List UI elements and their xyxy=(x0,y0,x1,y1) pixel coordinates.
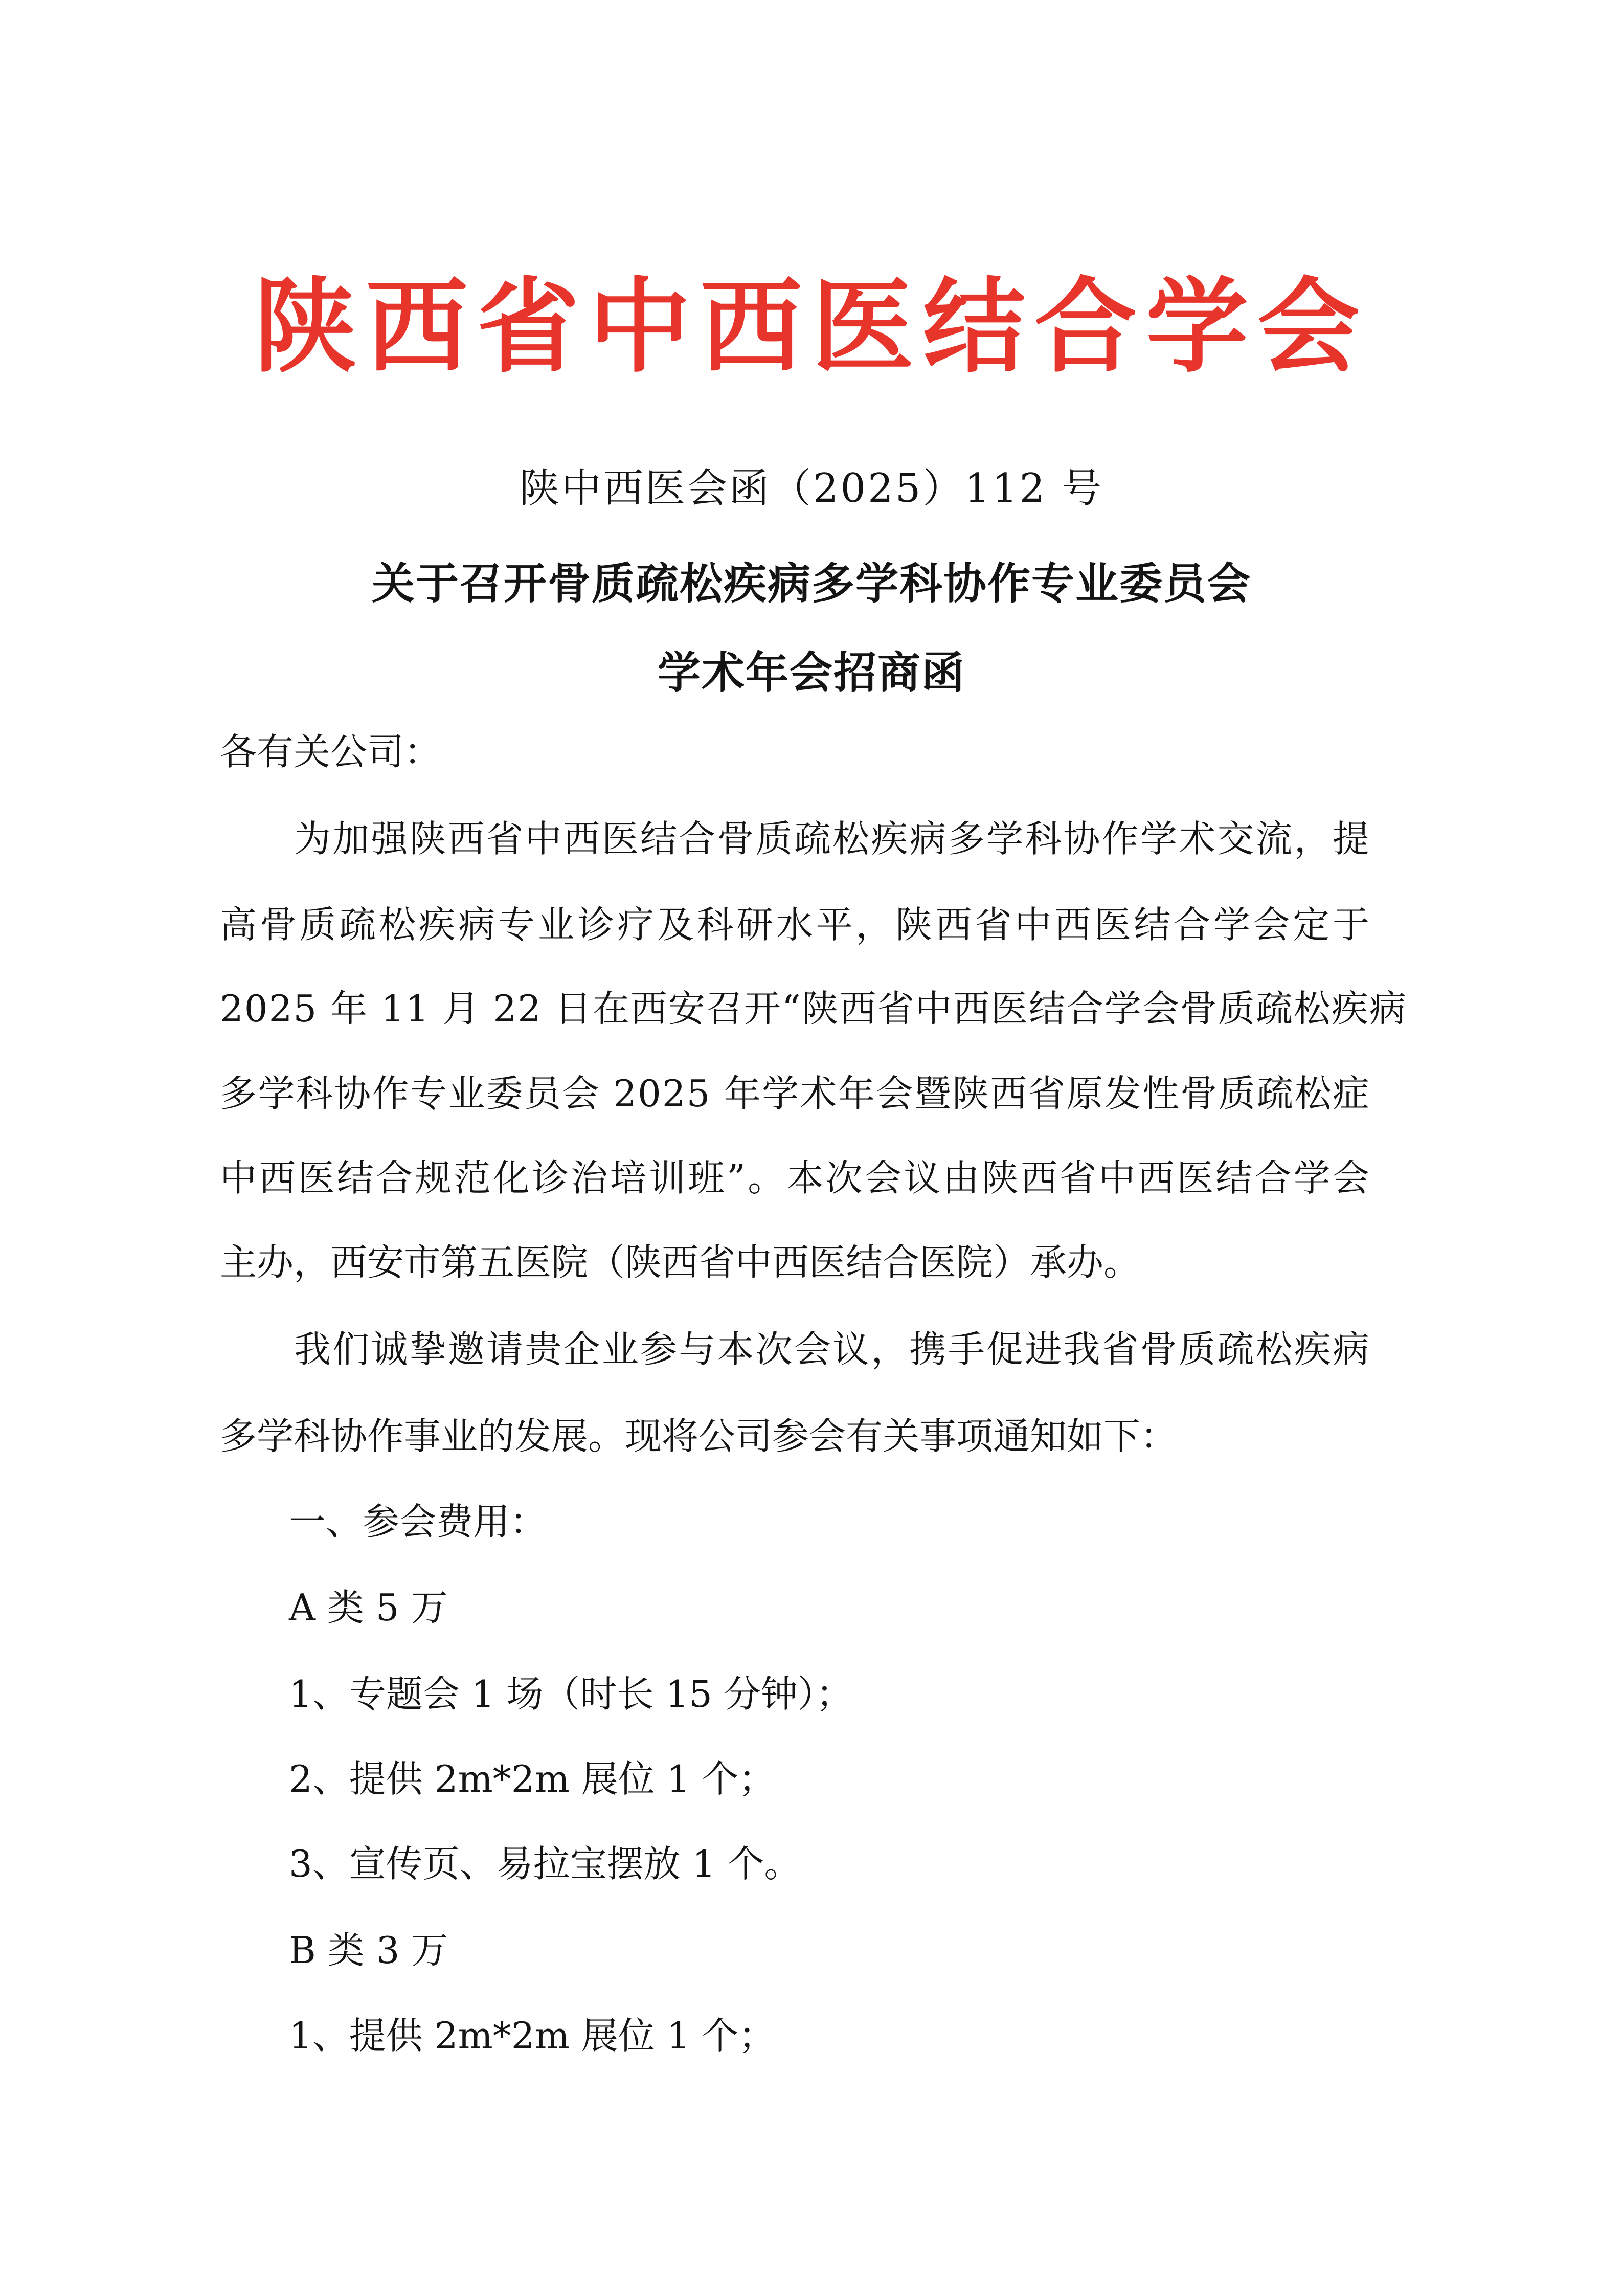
class-b-label: B 类 3 万 xyxy=(289,1929,448,1972)
class-a-item: 2、提供 2m*2m 展位 1 个； xyxy=(289,1757,776,1800)
paragraph-1-line: 为加强陕西省中西医结合骨质疏松疾病多学科协作学术交流，提 xyxy=(294,817,1370,860)
paragraph-2-line: 多学科协作事业的发展。现将公司参会有关事项通知如下： xyxy=(220,1415,1178,1458)
paragraph-2-line: 我们诚挚邀请贵企业参与本次会议，携手促进我省骨质疏松疾病 xyxy=(294,1328,1370,1371)
paragraph-1-line: 多学科协作专业委员会 2025 年学术年会暨陕西省原发性骨质疏松症 xyxy=(220,1072,1370,1115)
class-a-label: A 类 5 万 xyxy=(289,1586,448,1629)
class-a-item: 3、宣传页、易拉宝摆放 1 个。 xyxy=(289,1842,801,1885)
class-b-item: 1、提供 2m*2m 展位 1 个； xyxy=(289,2014,776,2057)
paragraph-1-line: 主办，西安市第五医院（陕西省中西医结合医院）承办。 xyxy=(220,1241,1141,1284)
document-title-line-1: 关于召开骨质疏松疾病多学科协作专业委员会 xyxy=(371,559,1251,609)
organization-masthead: 陕西省中西医结合学会 xyxy=(254,268,1369,387)
document-title-line-2: 学术年会招商函 xyxy=(657,648,965,698)
paragraph-1-line: 中西医结合规范化诊治培训班”。本次会议由陕西省中西医结合学会 xyxy=(220,1156,1370,1199)
salutation: 各有关公司： xyxy=(220,730,441,773)
class-a-item: 1、专题会 1 场（时长 15 分钟）； xyxy=(289,1673,853,1715)
document-number: 陕中西医会函（2025）112 号 xyxy=(519,465,1104,511)
section-heading-fees: 一、参会费用： xyxy=(289,1500,547,1543)
paragraph-1-line: 2025 年 11 月 22 日在西安召开“陕西省中西医结合学会骨质疏松疾病 xyxy=(220,987,1407,1030)
paragraph-1-line: 高骨质疏松疾病专业诊疗及科研水平，陕西省中西医结合学会定于 xyxy=(220,903,1370,946)
